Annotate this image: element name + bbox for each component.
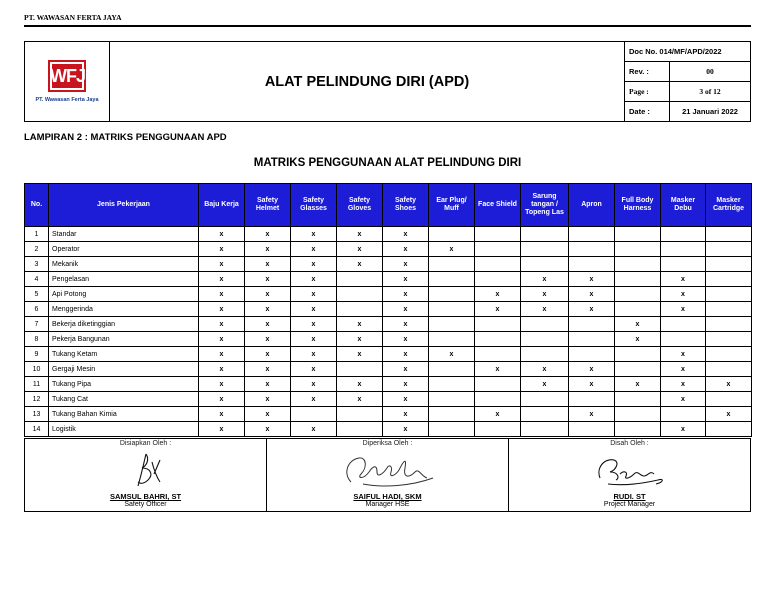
ppe-mark: x <box>569 302 615 317</box>
ppe-mark: x <box>383 242 429 257</box>
col-header-masker-debu: Masker Debu <box>661 184 706 227</box>
table-row <box>25 317 752 332</box>
ppe-mark <box>569 242 615 257</box>
job-type: Bekerja diketinggian <box>49 317 199 332</box>
ppe-mark: x <box>245 332 291 347</box>
ppe-matrix-table <box>24 183 752 437</box>
job-type: Gergaji Mesin <box>49 362 199 377</box>
table-row <box>25 242 752 257</box>
job-type: Tukang Cat <box>49 392 199 407</box>
signatory-position: Project Manager <box>603 501 656 508</box>
signature-label: Diperiksa Oleh : <box>362 440 413 447</box>
ppe-mark <box>475 257 521 272</box>
ppe-mark: x <box>383 287 429 302</box>
job-type: Mekanik <box>49 257 199 272</box>
ppe-mark <box>706 347 752 362</box>
table-row <box>25 377 752 392</box>
ppe-mark: x <box>661 302 706 317</box>
ppe-mark <box>337 407 383 422</box>
ppe-mark <box>429 272 475 287</box>
row-number: 13 <box>25 407 49 422</box>
ppe-mark: x <box>521 362 569 377</box>
ppe-mark: x <box>199 362 245 377</box>
col-header-safety-glasses: Safety Glasses <box>291 184 337 227</box>
ppe-mark <box>429 302 475 317</box>
row-number: 3 <box>25 257 49 272</box>
ppe-mark <box>429 257 475 272</box>
ppe-mark <box>706 272 752 287</box>
ppe-mark <box>569 317 615 332</box>
date-label: Date : <box>625 102 670 122</box>
ppe-mark: x <box>569 362 615 377</box>
ppe-mark: x <box>569 287 615 302</box>
ppe-mark: x <box>245 392 291 407</box>
col-header-apron: Apron <box>569 184 615 227</box>
col-header-no: No. <box>25 184 49 227</box>
job-type: Logistik <box>49 422 199 437</box>
ppe-mark: x <box>521 287 569 302</box>
job-type: Pengelasan <box>49 272 199 287</box>
matrix-title: MATRIKS PENGGUNAAN ALAT PELINDUNG DIRI <box>253 157 522 169</box>
table-row <box>25 332 752 347</box>
ppe-mark: x <box>199 287 245 302</box>
ppe-mark: x <box>475 287 521 302</box>
ppe-mark <box>706 302 752 317</box>
ppe-mark <box>661 332 706 347</box>
ppe-mark <box>615 422 661 437</box>
ppe-mark <box>337 302 383 317</box>
col-header-safety-gloves: Safety Gloves <box>337 184 383 227</box>
ppe-mark: x <box>661 422 706 437</box>
ppe-mark: x <box>475 302 521 317</box>
signatory-name: RUDI. ST <box>613 492 646 501</box>
ppe-mark: x <box>521 377 569 392</box>
job-type: Pekerja Bangunan <box>49 332 199 347</box>
ppe-mark: x <box>245 287 291 302</box>
ppe-mark: x <box>199 317 245 332</box>
ppe-mark <box>569 347 615 362</box>
ppe-mark <box>706 332 752 347</box>
row-number: 9 <box>25 347 49 362</box>
ppe-mark: x <box>615 377 661 392</box>
ppe-mark: x <box>291 377 337 392</box>
ppe-mark <box>429 287 475 302</box>
ppe-mark: x <box>291 302 337 317</box>
table-row <box>25 392 752 407</box>
signature-block-approved <box>509 439 751 512</box>
ppe-mark <box>475 422 521 437</box>
date-value: 21 Januari 2022 <box>670 102 751 122</box>
ppe-mark: x <box>383 257 429 272</box>
ppe-mark: x <box>199 332 245 347</box>
ppe-mark: x <box>383 407 429 422</box>
ppe-mark <box>615 302 661 317</box>
ppe-mark: x <box>706 407 752 422</box>
ppe-mark <box>337 362 383 377</box>
signature-label: Disah Oleh : <box>610 440 649 447</box>
table-row <box>25 362 752 377</box>
logo-cell <box>25 42 110 122</box>
ppe-mark <box>706 242 752 257</box>
col-header-full-body-harness: Full Body Harness <box>615 184 661 227</box>
ppe-mark: x <box>291 287 337 302</box>
ppe-mark: x <box>291 332 337 347</box>
ppe-mark <box>661 227 706 242</box>
ppe-mark <box>569 332 615 347</box>
row-number: 6 <box>25 302 49 317</box>
row-number: 8 <box>25 332 49 347</box>
ppe-mark <box>615 347 661 362</box>
ppe-mark <box>521 257 569 272</box>
ppe-mark: x <box>661 347 706 362</box>
ppe-mark <box>615 272 661 287</box>
ppe-mark <box>337 422 383 437</box>
ppe-mark: x <box>383 377 429 392</box>
row-number: 7 <box>25 317 49 332</box>
row-number: 10 <box>25 362 49 377</box>
col-header-face-shield: Face Shield <box>475 184 521 227</box>
ppe-mark <box>337 272 383 287</box>
ppe-mark <box>706 422 752 437</box>
ppe-mark <box>615 257 661 272</box>
ppe-mark: x <box>615 332 661 347</box>
ppe-mark <box>569 422 615 437</box>
ppe-mark: x <box>245 227 291 242</box>
ppe-mark: x <box>383 347 429 362</box>
ppe-mark <box>706 362 752 377</box>
signatory-name: SAIFUL HADI, SKM <box>353 492 422 501</box>
ppe-mark: x <box>291 422 337 437</box>
ppe-mark <box>615 362 661 377</box>
ppe-mark <box>615 227 661 242</box>
ppe-mark: x <box>429 242 475 257</box>
ppe-mark: x <box>337 257 383 272</box>
ppe-mark <box>615 287 661 302</box>
row-number: 2 <box>25 242 49 257</box>
ppe-mark: x <box>661 392 706 407</box>
col-header-baju-kerja: Baju Kerja <box>199 184 245 227</box>
ppe-mark <box>475 332 521 347</box>
job-type: Tukang Pipa <box>49 377 199 392</box>
ppe-mark: x <box>199 392 245 407</box>
ppe-mark <box>429 377 475 392</box>
ppe-mark <box>521 347 569 362</box>
ppe-mark: x <box>475 362 521 377</box>
job-type: Operator <box>49 242 199 257</box>
ppe-mark: x <box>245 242 291 257</box>
ppe-mark <box>429 407 475 422</box>
ppe-mark: x <box>245 302 291 317</box>
ppe-mark: x <box>615 317 661 332</box>
document-title: ALAT PELINDUNG DIRI (APD) <box>110 42 625 122</box>
table-row <box>25 422 752 437</box>
row-number: 12 <box>25 392 49 407</box>
ppe-mark: x <box>569 407 615 422</box>
table-row <box>25 227 752 242</box>
ppe-mark: x <box>199 227 245 242</box>
rev-label: Rev. : <box>625 62 670 82</box>
ppe-mark: x <box>199 257 245 272</box>
job-type: Standar <box>49 227 199 242</box>
ppe-mark: x <box>383 317 429 332</box>
doc-number: Doc No. 014/MF/APD/2022 <box>625 42 751 62</box>
ppe-mark <box>475 377 521 392</box>
ppe-mark: x <box>199 272 245 287</box>
ppe-mark: x <box>291 347 337 362</box>
ppe-mark: x <box>429 347 475 362</box>
ppe-mark: x <box>383 362 429 377</box>
document-header <box>24 41 751 122</box>
ppe-mark <box>569 227 615 242</box>
header-rule <box>24 25 751 27</box>
signatory-name: SAMSUL BAHRI, ST <box>109 492 182 501</box>
job-type: Api Potong <box>49 287 199 302</box>
row-number: 1 <box>25 227 49 242</box>
table-row <box>25 407 752 422</box>
ppe-mark <box>475 272 521 287</box>
table-row <box>25 272 752 287</box>
ppe-mark: x <box>245 347 291 362</box>
ppe-mark: x <box>521 272 569 287</box>
ppe-mark <box>706 287 752 302</box>
ppe-mark <box>706 257 752 272</box>
ppe-mark: x <box>199 347 245 362</box>
signature-image <box>509 448 750 492</box>
ppe-mark: x <box>661 377 706 392</box>
ppe-mark <box>521 242 569 257</box>
ppe-mark <box>429 317 475 332</box>
table-row <box>25 287 752 302</box>
ppe-mark <box>661 317 706 332</box>
ppe-mark: x <box>383 332 429 347</box>
ppe-mark: x <box>337 242 383 257</box>
job-type: Tukang Bahan Kimia <box>49 407 199 422</box>
ppe-mark <box>521 422 569 437</box>
signatory-position: Manager HSE <box>365 501 410 508</box>
ppe-mark <box>475 392 521 407</box>
ppe-mark <box>521 317 569 332</box>
ppe-mark: x <box>245 272 291 287</box>
ppe-mark <box>615 407 661 422</box>
ppe-mark <box>521 392 569 407</box>
ppe-mark: x <box>291 257 337 272</box>
ppe-mark: x <box>706 377 752 392</box>
company-logo: WFJ <box>48 60 86 92</box>
job-type: Tukang Ketam <box>49 347 199 362</box>
ppe-mark <box>429 332 475 347</box>
page-label: Page : <box>625 82 670 102</box>
ppe-mark: x <box>245 362 291 377</box>
ppe-mark: x <box>245 407 291 422</box>
ppe-mark: x <box>199 302 245 317</box>
matrix-body <box>25 227 752 437</box>
attachment-heading: LAMPIRAN 2 : MATRIKS PENGGUNAAN APD <box>24 132 227 143</box>
ppe-mark <box>337 287 383 302</box>
ppe-mark <box>615 392 661 407</box>
ppe-mark: x <box>661 272 706 287</box>
signature-block-checked <box>267 439 509 512</box>
ppe-mark: x <box>661 362 706 377</box>
ppe-mark: x <box>245 317 291 332</box>
ppe-mark: x <box>337 332 383 347</box>
matrix-header-row <box>25 184 752 227</box>
ppe-mark <box>429 422 475 437</box>
ppe-mark <box>521 407 569 422</box>
ppe-mark: x <box>661 287 706 302</box>
ppe-mark <box>569 257 615 272</box>
row-number: 14 <box>25 422 49 437</box>
ppe-mark: x <box>337 347 383 362</box>
ppe-mark <box>429 392 475 407</box>
table-row <box>25 302 752 317</box>
ppe-mark: x <box>291 242 337 257</box>
table-row <box>25 347 752 362</box>
rev-value: 00 <box>670 62 751 82</box>
ppe-mark <box>521 332 569 347</box>
ppe-mark: x <box>569 272 615 287</box>
col-header-ear-plug: Ear Plug/ Muff <box>429 184 475 227</box>
ppe-mark: x <box>383 227 429 242</box>
row-number: 11 <box>25 377 49 392</box>
table-row <box>25 257 752 272</box>
signature-image <box>267 448 508 492</box>
col-header-job: Jenis Pekerjaan <box>49 184 199 227</box>
ppe-mark: x <box>383 392 429 407</box>
ppe-mark: x <box>245 422 291 437</box>
ppe-mark: x <box>337 392 383 407</box>
ppe-mark: x <box>245 377 291 392</box>
ppe-mark <box>661 407 706 422</box>
signature-image <box>25 448 266 492</box>
ppe-mark: x <box>199 242 245 257</box>
ppe-mark <box>475 227 521 242</box>
ppe-mark <box>521 227 569 242</box>
ppe-mark <box>291 407 337 422</box>
ppe-mark <box>475 347 521 362</box>
ppe-mark: x <box>199 377 245 392</box>
ppe-mark <box>475 242 521 257</box>
signatory-position: Safety Officer <box>124 501 167 508</box>
ppe-mark <box>429 227 475 242</box>
ppe-mark: x <box>475 407 521 422</box>
ppe-mark: x <box>337 317 383 332</box>
page-value: 3 of 12 <box>670 82 751 102</box>
ppe-mark: x <box>521 302 569 317</box>
ppe-mark <box>429 362 475 377</box>
ppe-mark: x <box>291 227 337 242</box>
ppe-mark: x <box>337 227 383 242</box>
ppe-mark: x <box>291 317 337 332</box>
row-number: 5 <box>25 287 49 302</box>
ppe-mark: x <box>569 377 615 392</box>
ppe-mark <box>661 257 706 272</box>
ppe-mark: x <box>291 272 337 287</box>
col-header-welding-gloves: Sarung tangan / Topeng Las <box>521 184 569 227</box>
company-header: PT. WAWASAN FERTA JAYA <box>24 13 122 22</box>
ppe-mark <box>661 242 706 257</box>
ppe-mark: x <box>199 422 245 437</box>
ppe-mark: x <box>291 392 337 407</box>
ppe-mark <box>706 392 752 407</box>
ppe-mark: x <box>383 302 429 317</box>
ppe-mark <box>475 317 521 332</box>
ppe-mark: x <box>199 407 245 422</box>
logo-company-name: PT. Wawasan Ferta Jaya <box>35 97 99 103</box>
signature-block-prepared <box>25 439 267 512</box>
signature-label: Disiapkan Oleh : <box>119 440 172 447</box>
ppe-mark <box>569 392 615 407</box>
col-header-safety-helmet: Safety Helmet <box>245 184 291 227</box>
ppe-mark <box>706 227 752 242</box>
ppe-mark: x <box>383 272 429 287</box>
row-number: 4 <box>25 272 49 287</box>
col-header-safety-shoes: Safety Shoes <box>383 184 429 227</box>
ppe-mark: x <box>383 422 429 437</box>
job-type: Menggerinda <box>49 302 199 317</box>
ppe-mark: x <box>245 257 291 272</box>
ppe-mark <box>706 317 752 332</box>
ppe-mark: x <box>337 377 383 392</box>
signature-table <box>24 438 751 512</box>
ppe-mark <box>615 242 661 257</box>
col-header-masker-cartridge: Masker Cartridge <box>706 184 752 227</box>
ppe-mark: x <box>291 362 337 377</box>
